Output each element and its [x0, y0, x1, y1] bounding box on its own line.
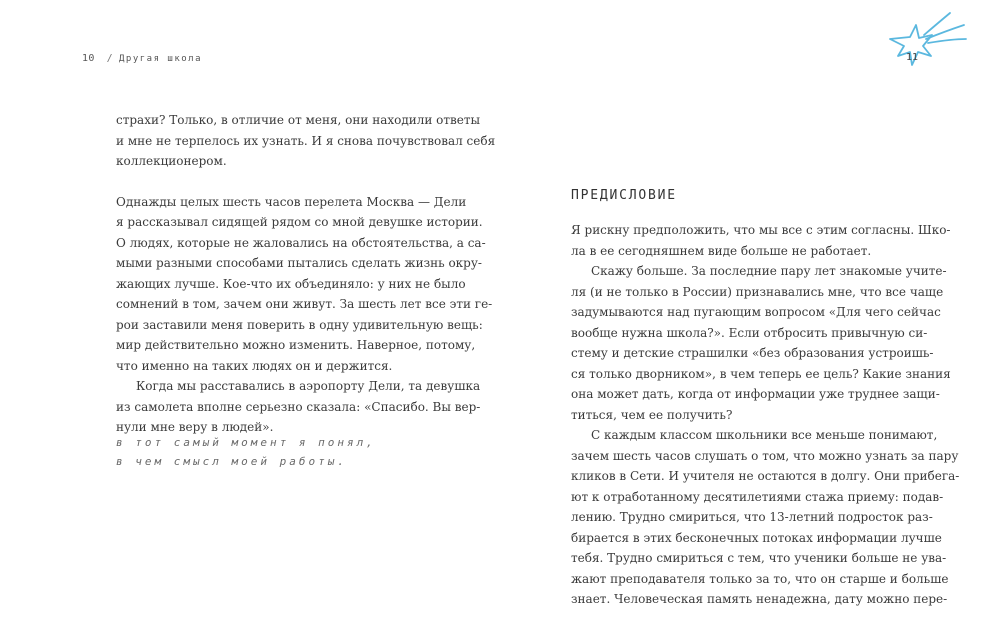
text-line: что именно на таких людях он и держится.: [116, 358, 393, 373]
paragraph: [116, 110, 496, 172]
left-page-body: [116, 110, 496, 438]
book-title: Другая школа: [118, 54, 203, 64]
text-line: Когда мы расставались в аэропорту Дели, та девушка: [136, 379, 481, 393]
handwritten-line: в тот самый момент я понял,: [116, 436, 376, 449]
text-line: коллекционером.: [116, 154, 227, 168]
text-line: Скажу больше. За последние пару лет знакомые учите-: [591, 264, 947, 278]
text-line: и мне не терпелось их узнать. И я снова почувствовал себя: [116, 133, 496, 148]
text-line: рои заставили меня поверить в одну удивительную вещь:: [116, 317, 483, 332]
chapter-title: ПРЕДИСЛОВИЕ: [571, 188, 677, 203]
handwritten-line: в чем смысл моей работы.: [116, 455, 347, 468]
text-line: кликов в Сети. И учителя не остаются в долгу. Они прибега-: [571, 469, 960, 483]
text-line: из самолета вполне серьезно сказала: «Спасибо. Вы вер-: [116, 399, 481, 414]
text-line: я рассказывал сидящей рядом со мной девушке истории.: [116, 215, 483, 229]
text-line: ют к отработанному десятилетиями стажа приему: подав-: [571, 489, 944, 504]
running-head-left: [82, 53, 202, 64]
text-line: титься, чем ее получить?: [571, 407, 733, 422]
text-line: знает. Человеческая память ненадежна, дату можно пере-: [571, 592, 948, 606]
paragraph: [116, 376, 481, 438]
text-line: жающих лучше. Кое-что их объединяло: у них не было: [116, 276, 466, 291]
text-line: жают преподавателя только за то, что он старше и больше: [571, 571, 949, 586]
star-icon: [880, 5, 970, 85]
right-page-body: [571, 220, 960, 610]
text-line: стему и детские страшилки «без образования устроишь-: [571, 346, 934, 360]
text-line: бирается в этих бесконечных потоках информации лучше: [571, 530, 942, 545]
paragraph: [571, 220, 951, 261]
text-line: Однажды целых шесть часов перелета Москва — Дели: [116, 194, 467, 209]
right-page-number: 11: [906, 52, 919, 63]
left-page-number: 10: [82, 53, 95, 64]
text-line: лению. Трудно смириться, что 13-летний подросток раз-: [571, 510, 933, 524]
paragraph: [571, 261, 951, 425]
text-line: вообще нужна школа?». Если отбросить привычную си-: [571, 325, 928, 340]
text-line: тебя. Трудно смириться с тем, что ученики больше не ува-: [571, 551, 947, 565]
text-line: О людях, которые не жаловались на обстоятельства, а са-: [116, 235, 486, 250]
text-line: страхи? Только, в отличие от меня, они находили ответы: [116, 113, 481, 127]
text-line: задумываются над пугающим вопросом «Для чего сейчас: [571, 305, 941, 319]
text-line: мыми разными способами пытались сделать жизнь окру-: [116, 256, 482, 270]
handwritten-quote: [116, 433, 376, 471]
header-separator: /: [106, 53, 113, 64]
text-line: нули мне веру в людей».: [116, 420, 274, 434]
text-line: зачем шесть часов слушать о том, что можно узнать за пару: [571, 448, 959, 463]
text-line: Я рискну предположить, что мы все с этим согласны. Шко-: [571, 223, 951, 237]
paragraph: [116, 192, 493, 377]
text-line: ла в ее сегодняшнем виде больше не работает.: [571, 243, 872, 258]
text-line: мир действительно можно изменить. Наверное, потому,: [116, 338, 476, 352]
text-line: она может дать, когда от информации уже труднее защи-: [571, 387, 940, 401]
paragraph: [571, 425, 960, 610]
text-line: сомнений в том, зачем они живут. За шесть лет все эти ге-: [116, 297, 493, 311]
text-line: С каждым классом школьники все меньше понимают,: [591, 428, 938, 442]
text-line: ся только дворником», в чем теперь ее цель? Какие знания: [571, 366, 951, 381]
star-decoration: [880, 5, 970, 85]
text-line: ля (и не только в России) признавались мне, что все чаще: [571, 284, 944, 299]
